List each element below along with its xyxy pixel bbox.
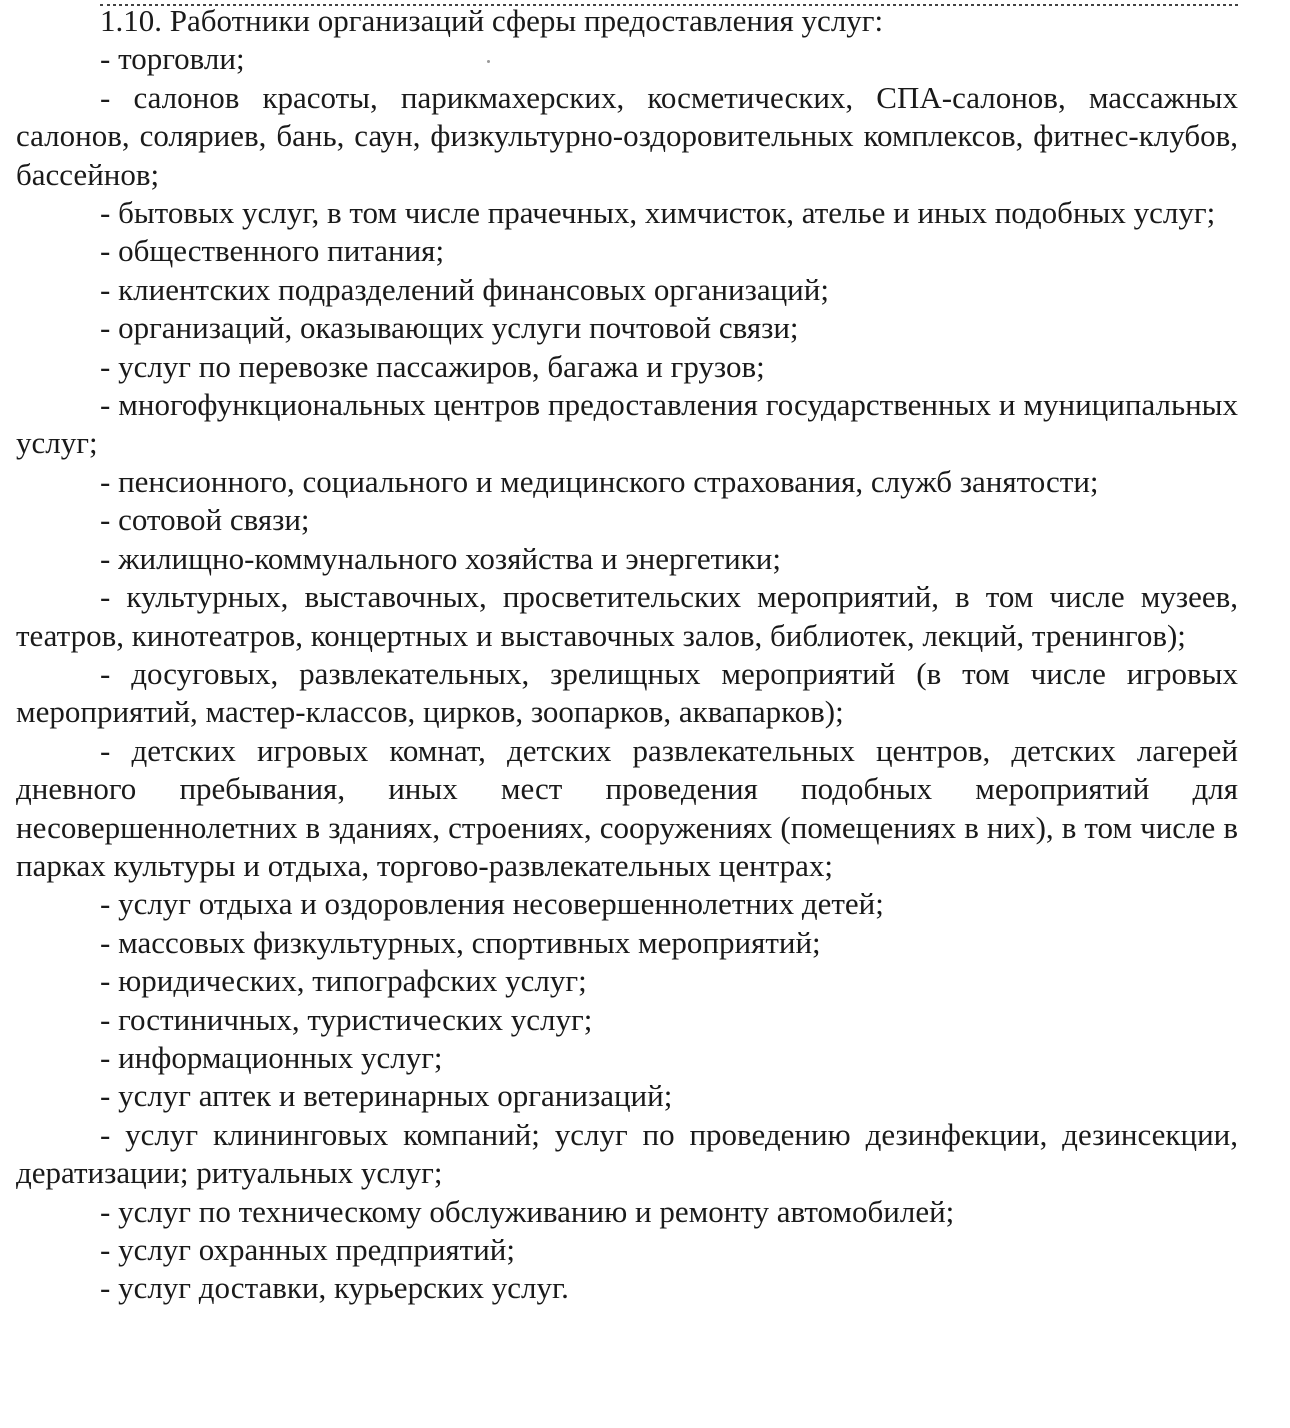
list-item: - детских игровых комнат, детских развлекательных центров, детских лагерей дневного пребывания, иных мест проведения подобных мероприятий для несовершеннолетних в зданиях, строениях, сооружениях (помещениях в них), в том числе в парках культуры и отдыха, торгово-развлекательных центрах; — [16, 732, 1238, 883]
list-item: - информационных услуг; — [100, 1039, 443, 1075]
list-item: - торговли; — [100, 41, 245, 77]
list-item: - юридических, типографских услуг; — [100, 963, 587, 999]
list-item: - культурных, выставочных, просветительских мероприятий, в том числе музеев, театров, кинотеатров, концертных и выставочных залов, библиотек, лекций, тренингов); — [16, 579, 1238, 653]
list-item: - гостиничных, туристических услуг; — [100, 1001, 593, 1037]
list-item: - многофункциональных центров предоставления государственных и муниципальных услуг; — [16, 387, 1238, 461]
list-item: - услуг клининговых компаний; услуг по проведению дезинфекции, дезинсекции, дератизации; ритуальных услуг; — [16, 1116, 1238, 1191]
list-item: - бытовых услуг, в том числе прачечных, химчисток, ателье и иных подобных услуг; — [100, 195, 1216, 231]
list-item: - услуг по перевозке пассажиров, багажа и грузов; — [100, 348, 765, 384]
list-item: - общественного питания; — [100, 233, 445, 269]
section-heading: 1.10. Работники организаций сферы предоставления услуг: — [100, 3, 884, 38]
list-item: - пенсионного, социального и медицинского страхования, служб занятости; — [100, 463, 1099, 499]
document-body — [16, 2, 1238, 1308]
list-item: - досуговых, развлекательных, зрелищных мероприятий (в том числе игровых мероприятий, мастер-классов, цирков, зоопарков, аквапарков); — [16, 655, 1238, 730]
list-item: - услуг отдыха и оздоровления несовершеннолетних детей; — [100, 886, 884, 922]
list-item: - организаций, оказывающих услуги почтовой связи; — [100, 310, 799, 346]
list-item: - салонов красоты, парикмахерских, косметических, СПА-салонов, массажных салонов, соляриев, бань, саун, физкультурно-оздоровительных комплексов, фитнес-клубов, бассейнов; — [16, 79, 1238, 192]
list-item: - услуг доставки, курьерских услуг. — [100, 1270, 569, 1306]
list-item: - услуг охранных предприятий; — [100, 1232, 516, 1267]
list-item: - массовых физкультурных, спортивных мероприятий; — [100, 924, 821, 960]
list-item: - услуг по техническому обслуживанию и ремонту автомобилей; — [100, 1193, 955, 1229]
list-item: - клиентских подразделений финансовых организаций; — [100, 271, 829, 307]
list-item: - сотовой связи; — [100, 502, 310, 538]
list-item: - жилищно-коммунального хозяйства и энергетики; — [100, 540, 781, 576]
list-item: - услуг аптек и ветеринарных организаций; — [100, 1078, 673, 1114]
